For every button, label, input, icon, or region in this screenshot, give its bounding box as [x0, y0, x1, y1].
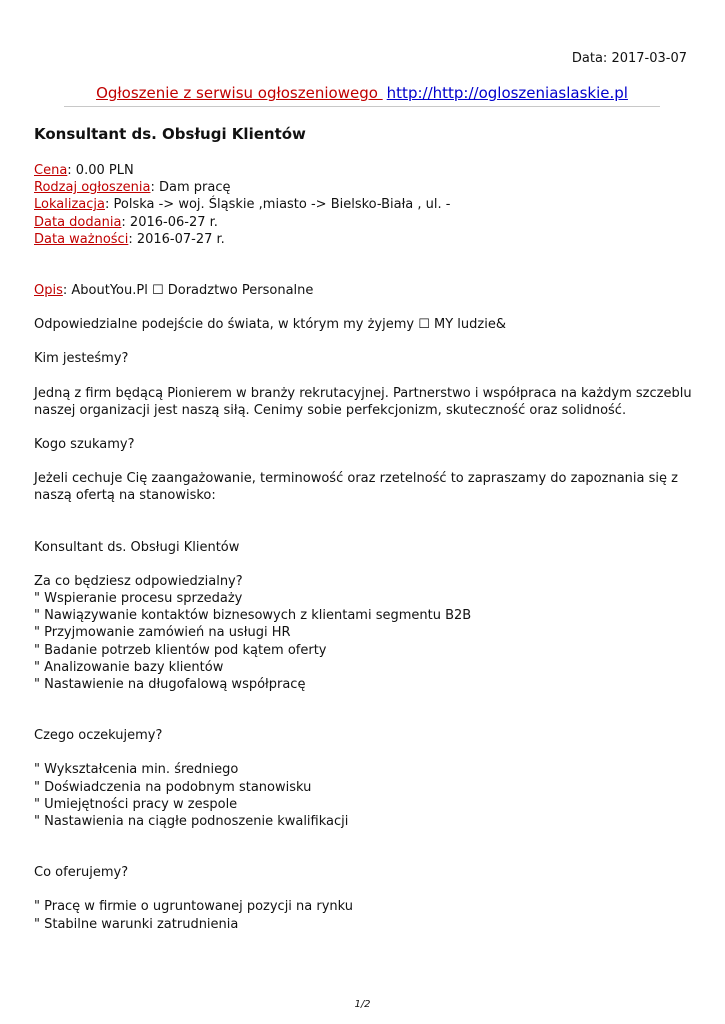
paragraph: Kim jesteśmy? [34, 351, 129, 367]
list-item: " Nastawienie na długofalową współpracę [34, 677, 306, 693]
paragraph: Jedną z firm będącą Pionierem w branży rekrutacyjnej. Partnerstwo i współpraca na każdym szczeblu naszej organizacji jest naszą siłą. Cenimy sobie perfekcjonizm, skuteczność oraz solidność. [34, 385, 692, 418]
paragraph: Konsultant ds. Obsługi Klientów [34, 539, 240, 555]
detail-ad-type [34, 179, 694, 196]
list-item: " Umiejętności pracy w zespole [34, 796, 238, 812]
description-value: : AboutYou.Pl ☐ Doradztwo Personalne [62, 283, 314, 299]
ad-content [34, 162, 694, 933]
description-label: Opis [34, 283, 63, 299]
detail-value: : 2016-06-27 r. [121, 214, 218, 230]
list-item: " Analizowanie bazy klientów [34, 659, 224, 675]
section-heading: Za co będziesz odpowiedzialny? [34, 573, 243, 589]
ad-title: Konsultant ds. Obsługi Klientów [34, 125, 306, 143]
detail-value: : Polska -> woj. Śląskie ,miasto -> Bielsko-Biała , ul. - [104, 197, 451, 213]
detail-location [34, 196, 694, 213]
section-heading: Co oferujemy? [34, 865, 129, 881]
detail-value: : Dam pracę [150, 180, 231, 196]
paragraph: Odpowiedzialne podejście do świata, w którym my żyjemy ☐ MY ludzie& [34, 317, 506, 333]
detail-label: Lokalizacja [34, 197, 105, 213]
paragraph: Jeżeli cechuje Cię zaangażowanie, terminowość oraz rzetelność to zapraszamy do zapoznania się z naszą ofertą na stanowisko: [34, 471, 678, 504]
source-url-link[interactable]: http://http://ogloszeniaslaskie.pl [386, 84, 628, 102]
detail-label: Rodzaj ogłoszenia [34, 180, 151, 196]
list-item: " Stabilne warunki zatrudnienia [34, 916, 239, 932]
list-item: " Doświadczenia na podobnym stanowisku [34, 779, 312, 795]
detail-label: Data dodania [34, 214, 122, 230]
detail-value: : 0.00 PLN [67, 163, 134, 178]
paragraph: Kogo szukamy? [34, 437, 135, 453]
list-item: " Nawiązywanie kontaktów biznesowych z klientami segmentu B2B [34, 608, 472, 624]
description [34, 282, 694, 299]
page-number: 1/2 [354, 999, 371, 1010]
detail-label: Cena [34, 163, 68, 178]
source-header [64, 84, 660, 102]
list-item: " Przyjmowanie zamówień na usługi HR [34, 625, 291, 641]
detail-value: : 2016-07-27 r. [128, 231, 225, 247]
detail-expiry-date [34, 231, 694, 248]
print-date: Data: 2017-03-07 [571, 51, 687, 66]
detail-label: Data ważności [34, 231, 129, 247]
section-heading: Czego oczekujemy? [34, 728, 163, 744]
list-item: " Badanie potrzeb klientów pod kątem oferty [34, 642, 327, 658]
header-divider [64, 106, 660, 107]
detail-price [34, 162, 694, 179]
list-item: " Pracę w firmie o ugruntowanej pozycji na rynku [34, 899, 354, 915]
list-item: " Wspieranie procesu sprzedaży [34, 591, 243, 607]
list-item: " Wykształcenia min. średniego [34, 762, 239, 778]
list-item: " Nastawienia na ciągłe podnoszenie kwalifikacji [34, 814, 349, 830]
detail-date-added [34, 214, 694, 231]
source-label: Ogłoszenie z serwisu ogłoszeniowego [96, 84, 383, 102]
